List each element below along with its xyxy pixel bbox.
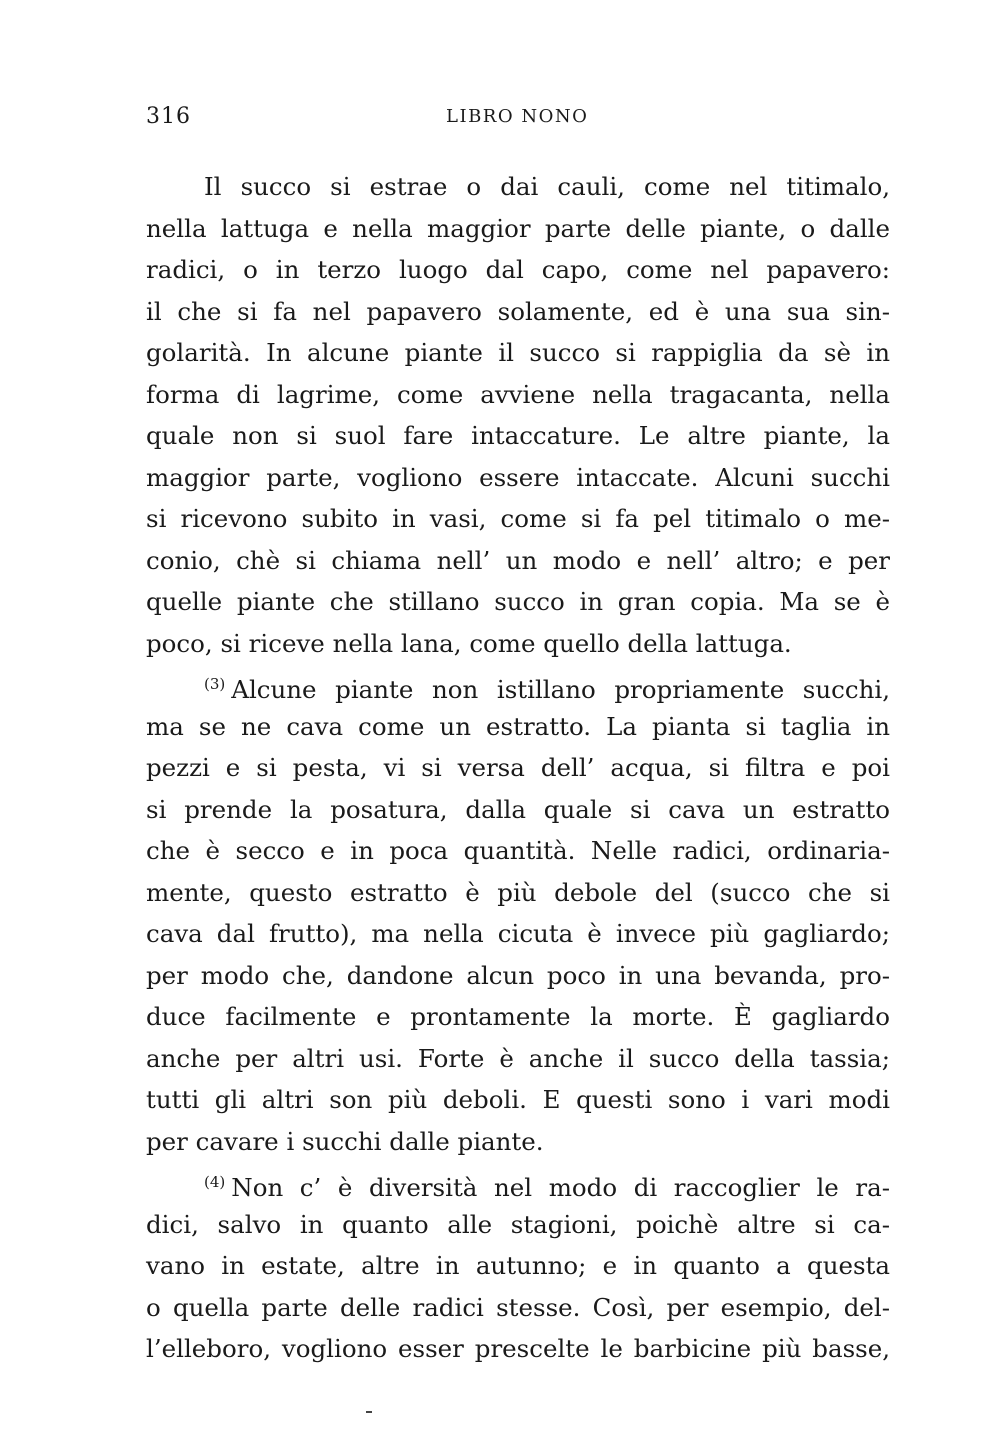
text-line: radici, o in terzo luogo dal capo, come nel papavero:	[146, 255, 890, 284]
text-line: anche per altri usi. Forte è anche il succo della tassia;	[146, 1043, 890, 1073]
text-line: ma se ne cava come un estratto. La pianta si taglia in	[146, 711, 890, 741]
text-line: quelle piante che stillano succo in gran copia. Ma se è	[146, 587, 890, 616]
page-number: 316	[146, 104, 191, 129]
text-line: Non c’ è diversità nel modo di raccoglier le ra-	[231, 1173, 890, 1202]
paragraph-start	[146, 1162, 890, 1204]
text-line: che è secco e in poca quantità. Nelle radici, ordinaria-	[146, 836, 890, 865]
text-line: forma di lagrime, come avviene nella tragacanta, nella	[146, 379, 890, 409]
text-line: duce facilmente e prontamente la morte. È gagliardo	[146, 1002, 890, 1031]
running-head: LIBRO NONO	[446, 106, 589, 127]
text-line: tutti gli altri son più deboli. E questi sono i vari modi	[146, 1085, 890, 1114]
text-line: conio, chè si chiama nell’ un modo e nell’ altro; e per	[146, 545, 890, 575]
text-line: golarità. In alcune piante il succo si rappiglia da sè in	[146, 338, 890, 367]
text-line: nella lattuga e nella maggior parte delle piante, o dalle	[146, 213, 890, 243]
paragraph-start	[146, 664, 890, 706]
page-header	[146, 104, 886, 144]
text-line: mente, questo estratto è più debole del (succo che si	[146, 877, 890, 907]
text-line: l’elleboro, vogliono esser prescelte le barbicine più basse,	[146, 1334, 890, 1363]
text-line: o quella parte delle radici stesse. Così, per esempio, del-	[146, 1292, 890, 1322]
text-line: si ricevono subito in vasi, come si fa pel titimalo o me-	[146, 504, 890, 533]
text-line: maggior parte, vogliono essere intaccate. Alcuni succhi	[146, 462, 890, 492]
text-line: per modo che, dandone alcun poco in una bevanda, pro-	[146, 960, 890, 990]
text-line: pezzi e si pesta, vi si versa dell’ acqua, si filtra e poi	[146, 753, 890, 782]
body-text	[146, 166, 890, 1370]
footnote-ref-4: (4)	[204, 1173, 226, 1191]
text-line: per cavare i succhi dalle piante.	[146, 1126, 544, 1156]
scan-speck	[366, 1411, 372, 1413]
text-line: poco, si riceve nella lana, come quello della lattuga.	[146, 628, 792, 658]
text-line: quale non si suol fare intaccature. Le altre piante, la	[146, 421, 890, 450]
text-line: si prende la posatura, dalla quale si cava un estratto	[146, 794, 890, 824]
text-line: il che si fa nel papavero solamente, ed è una sua sin-	[146, 296, 890, 326]
text-line: Alcune piante non istillano propriamente succhi,	[231, 675, 890, 704]
text-line: Il succo si estrae o dai cauli, come nel titimalo,	[204, 172, 890, 201]
text-line: vano in estate, altre in autunno; e in quanto a questa	[146, 1251, 890, 1280]
text-line: dici, salvo in quanto alle stagioni, poichè altre si ca-	[146, 1209, 890, 1239]
text-line: cava dal frutto), ma nella cicuta è invece più gagliardo;	[146, 919, 890, 948]
footnote-ref-3: (3)	[204, 675, 226, 693]
